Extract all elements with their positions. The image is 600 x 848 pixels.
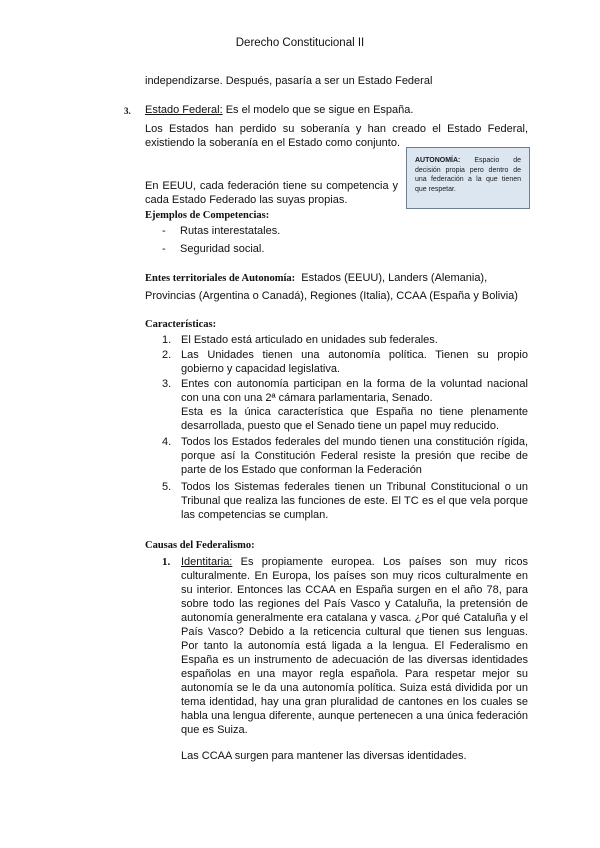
examples-title: Ejemplos de Competencias: [145,210,270,221]
caract-number-1: 1. [162,334,172,346]
section-heading [145,103,413,117]
entes-text-1: Estados (EEUU), Landers (Alemania), [295,272,488,284]
entes-line-2: Provincias (Argentina o Canadá), Regiones (Italia), CCAA (España y Bolivia) [145,290,518,302]
federal-paragraph-1-text: Los Estados han perdido su soberanía y han creado el Estado Federal, existiendo la soberanía en el Estado como conjunto. [145,123,528,149]
example-dash-2: - [162,243,166,255]
note-term: AUTONOMÍA: [415,157,461,164]
causa-closing: Las CCAA surgen para mantener las diversas identidades. [181,750,467,762]
causa-number-1: 1. [162,556,171,568]
caract-item-3-extra: Esta es la única característica que España no tiene plenamente desarrollada, puesto que el Senado tiene un papel muy reducido. [181,406,528,432]
caract-item-1: El Estado está articulado en unidades sub federales. [181,334,438,346]
entes-label: Entes territoriales de Autonomía: [145,273,296,284]
entes-line-1 [145,271,487,286]
section-number: 3. [124,106,131,116]
section-heading-term: Estado Federal: [145,104,223,116]
page-header-title: Derecho Constitucional II [235,37,365,49]
caract-number-5: 5. [162,481,172,493]
caract-number-3: 3. [162,378,172,390]
example-dash-1: - [162,225,166,237]
federal-paragraph-1a [145,122,528,150]
caract-item-4: Todos los Estados federales del mundo tienen una constitución rígida, porque así la Constitución Federal resiste la presión que recibe de parte de los Estado que conforman la Federación [181,436,528,476]
example-item-1: Rutas interestatales. [180,225,281,237]
caract-item-2: Las Unidades tienen una autonomía política. Tienen su propio gobierno y capacidad legislativa. [181,349,528,375]
caracteristicas-title: Características: [145,319,217,330]
section-heading-rest: Es el modelo que se sigue en España. [222,104,414,116]
caract-number-4: 4. [162,436,172,448]
causa-heading: Identitaria: [181,556,233,568]
caract-number-2: 2. [162,349,172,361]
example-item-2: Seguridad social. [180,243,265,255]
caract-item-3: Entes con autonomía participan en la forma de la voluntad nacional con una con una 2ª cámara parlamentaria, Senado. [181,378,528,404]
caract-item-5: Todos los Sistemas federales tienen un Tribunal Constitucional o un Tribunal que realiza las funciones de este. El TC es el que vela porque las competencias se cumplan. [181,481,528,521]
note-text: Espacio de decisión propia pero dentro de una federación a la que tienen que respetar. [415,157,521,193]
federal-paragraph-2: En EEUU, cada federación tiene su competencia y cada Estado Federado las suyas propias. [145,180,398,206]
causa-item-1 [181,555,528,737]
causa-text: Es propiamente europea. Los países son muy ricos culturalmente. En Europa, los países son muy ricos culturalmente en su interior. Entonces las CCAA en España surgen en el año 78, para sobre todo las regiones del País Vasco y Cataluña, la pretensión de autonomía generalmente era catalana y vasca. ¿Por qué Cataluña y el País Vasco? Debido a la reticencia cultural que tienen sus lenguas. Por tanto la autonomía está ligada a la lengua. El Federalismo en España es un instrumento de adecuación de las diversas identidades españolas en una mayor regla española. Para respetar mejor su autonomía se le da una autonomía política. Suiza está dividida por un tema identidad, hay una gran pluralidad de cantones en los cuales se habla una lengua diferente, aunque pertenecen a una única federación que es Suiza. [181,556,528,736]
causas-title: Causas del Federalismo: [145,540,255,551]
intro-line: independizarse. Después, pasaría a ser un Estado Federal [145,75,433,87]
autonomia-note-box [406,147,530,209]
